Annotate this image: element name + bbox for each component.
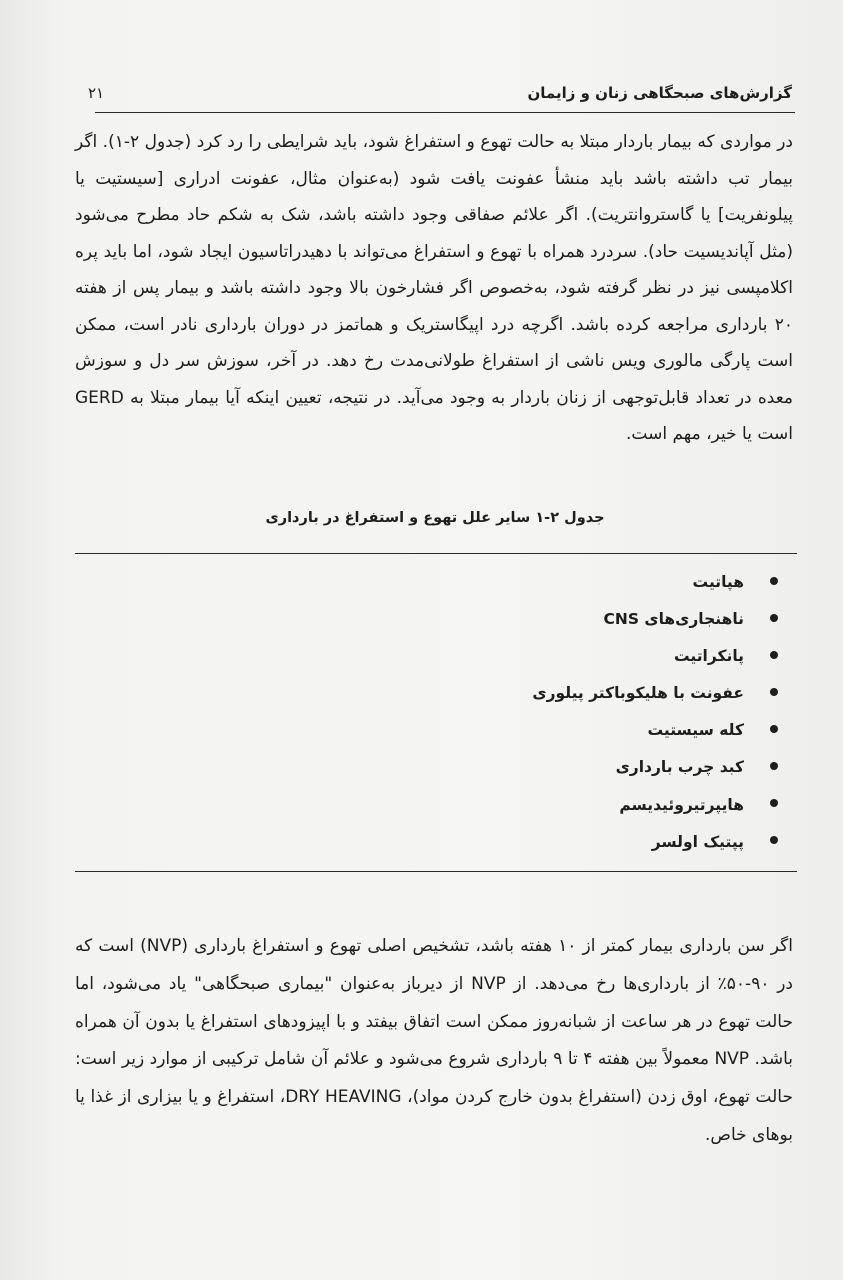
list-item-label: کبد چرب بارداری bbox=[615, 758, 744, 777]
list-item bbox=[258, 824, 778, 861]
list-item bbox=[258, 564, 778, 601]
list-item-label: هایپرتیروئیدیسم bbox=[619, 795, 744, 814]
list-item-label: پانکراتیت bbox=[674, 647, 744, 666]
bullet-icon bbox=[770, 836, 778, 844]
page-number: ۲۱ bbox=[88, 84, 105, 102]
causes-list bbox=[258, 564, 778, 861]
list-item bbox=[258, 787, 778, 824]
list-item-label: ناهنجاری‌های CNS bbox=[603, 610, 744, 629]
running-header bbox=[88, 84, 792, 108]
bullet-icon bbox=[770, 725, 778, 733]
body-paragraph-2: اگر سن بارداری بیمار کمتر از ۱۰ هفته باشد، تشخیص اصلی تهوع و استفراغ بارداری (NVP) است که در ۹۰-۵۰٪ از بارداری‌ها رخ می‌دهد. از NVP از دیرباز به‌عنوان "بیماری صبحگاهی" یاد می‌شود، اما حالت تهوع در هر ساعت از شبانه‌روز ممکن است اتفاق بیفتد و با اپیزودهای استفراغ یا بدون آن همراه باشد. NVP معمولاً بین هفته ۴ تا ۹ بارداری شروع می‌شود و علائم آن شامل ترکیبی از موارد زیر است: حالت تهوع، اوق زدن (استفراغ بدون خارج کردن مواد)، DRY HEAVING، استفراغ و یا بیزاری از غذا یا بوهای خاص. bbox=[75, 936, 794, 1145]
bullet-icon bbox=[770, 688, 778, 696]
bullet-icon bbox=[770, 762, 778, 770]
list-item bbox=[258, 749, 778, 786]
list-item bbox=[258, 601, 778, 638]
body-paragraph-1: در مواردی که بیمار باردار مبتلا به حالت تهوع و استفراغ شود، باید شرایطی را رد کرد (جدول ۲-۱). اگر بیمار تب داشته باشد باید منشأ عفونت یافت شود (به‌عنوان مثال، عفونت ادراری [سیستیت یا پیلونفریت] یا گاستروانتریت). اگر علائم صفاقی وجود داشته باشد، شک به شکم حاد مطرح می‌شود (مثل آپاندیسیت حاد). سردرد همراه با تهوع و استفراغ می‌تواند با دهیدراتاسیون ایجاد شود، اما باید پره اکلامپسی نیز در نظر گرفته شود، به‌خصوص اگر فشارخون بالا وجود داشته باشد و بیمار پس از هفته ۲۰ بارداری مراجعه کرده باشد. اگرچه درد اپیگاستریک و هماتمز در دوران بارداری نادر است، ممکن است پارگی مالوری ویس ناشی از استفراغ طولانی‌مدت رخ دهد. در آخر، سوزش سر دل و سوزش معده در تعداد قابل‌توجهی از زنان باردار به وجود می‌آید. در نتیجه، تعیین اینکه آیا بیمار مبتلا به GERD است یا خیر، مهم است. bbox=[75, 132, 793, 444]
list-item-label: پپتیک اولسر bbox=[651, 832, 744, 851]
list-item bbox=[258, 712, 778, 749]
table-top-rule bbox=[75, 553, 797, 554]
list-item-label: عفونت با هلیکوباکتر پیلوری bbox=[532, 684, 744, 703]
bullet-icon bbox=[770, 577, 778, 585]
table-caption: جدول ۲-۱ سایر علل تهوع و استفراغ در بارداری bbox=[265, 510, 605, 526]
list-item-label: هپاتیت bbox=[692, 573, 744, 591]
table-bottom-rule bbox=[75, 871, 797, 872]
bullet-icon bbox=[770, 614, 778, 622]
header-divider bbox=[95, 112, 795, 113]
bullet-icon bbox=[770, 799, 778, 807]
bullet-icon bbox=[770, 651, 778, 659]
running-header-title: گزارش‌های صبحگاهی زنان و زایمان bbox=[527, 84, 792, 102]
list-item bbox=[258, 638, 778, 675]
list-item bbox=[258, 675, 778, 712]
list-item-label: کله سیستیت bbox=[647, 721, 744, 740]
